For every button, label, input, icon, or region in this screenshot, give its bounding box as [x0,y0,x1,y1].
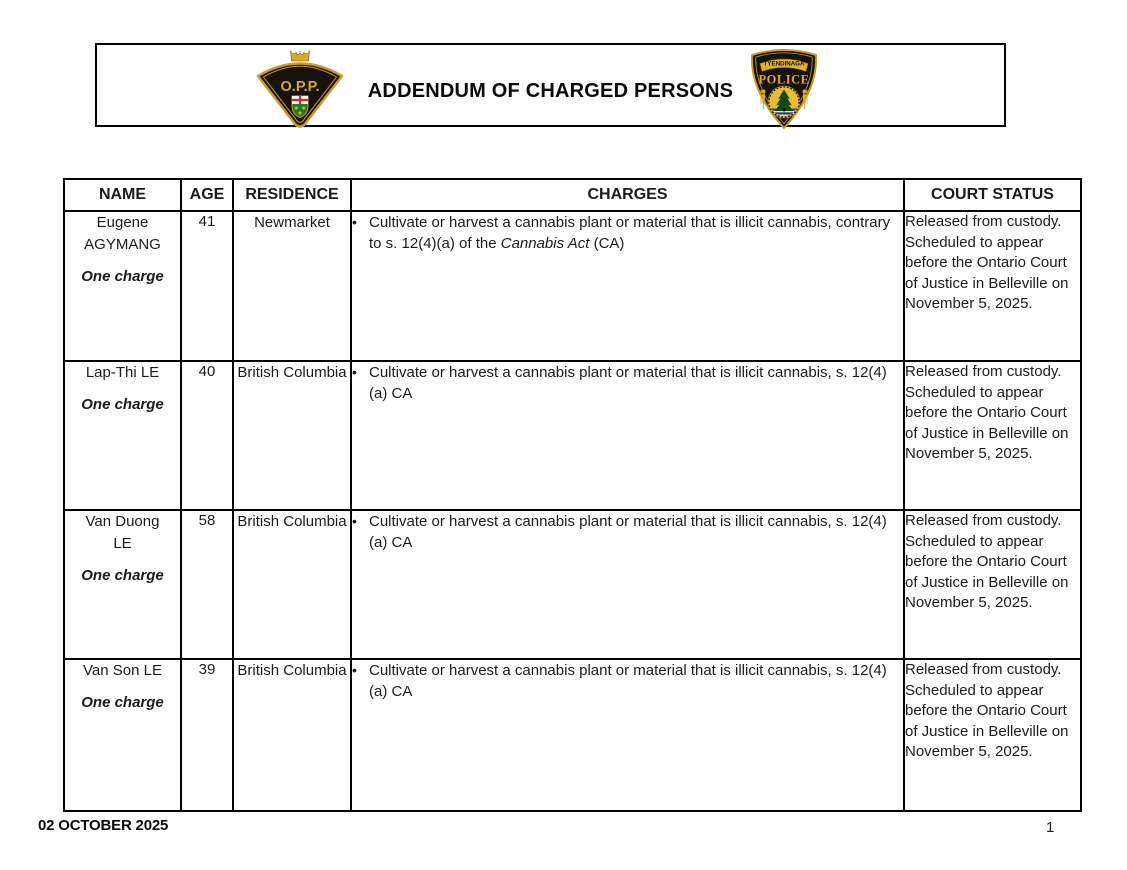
charge-text: Cultivate or harvest a cannabis plant or material that is illicit cannabis, s. 12(4)(a) CA [369,513,887,551]
person-age: 58 [181,510,233,659]
tyendinaga-police-badge-logo [747,46,821,130]
document-title: ADDENDUM OF CHARGED PERSONS [367,80,734,102]
court-status: Released from custody. Scheduled to appear before the Ontario Court of Justice in Belleville on November 5, 2025. [904,361,1081,510]
table-row [64,510,1081,659]
table-row [64,659,1081,811]
person-name: Eugene AGYMANG [84,214,161,253]
column-header-court-status: COURT STATUS [904,179,1081,211]
bullet-icon: • [352,513,357,529]
table-body [64,211,1081,811]
charges-list [352,212,903,254]
page-number: 1 [1046,819,1055,836]
charge-text: Cultivate or harvest a cannabis plant or material that is illicit cannabis, contrary to s. 12(4)(a) of the Cannabis Act (CA) [369,214,891,252]
charge-count-note: One charge [81,268,164,285]
column-header-age: AGE [181,179,233,211]
charge-item [352,212,903,254]
charge-count-note: One charge [81,567,164,584]
charge-item [352,660,903,702]
person-age: 41 [181,211,233,361]
document-header [95,43,1006,127]
charged-persons-table [63,178,1082,812]
bullet-icon: • [352,364,357,380]
person-residence: British Columbia [233,510,351,659]
person-residence: British Columbia [233,659,351,811]
charge-count-note: One charge [81,396,164,413]
charges-list [352,362,903,404]
person-age: 40 [181,361,233,510]
person-name: Lap-Thi LE [85,364,160,381]
charges-list [352,660,903,702]
column-header-residence: RESIDENCE [233,179,351,211]
person-name: Van Son LE [83,662,162,679]
person-age: 39 [181,659,233,811]
court-status: Released from custody. Scheduled to appear before the Ontario Court of Justice in Belleville on November 5, 2025. [904,510,1081,659]
column-header-name: NAME [64,179,181,211]
document-date: 02 OCTOBER 2025 [38,817,169,834]
bullet-icon: • [352,214,357,230]
tyendinaga-police-text: POLICE [758,72,810,87]
charge-text: Cultivate or harvest a cannabis plant or material that is illicit cannabis, s. 12(4)(a) CA [369,662,887,700]
court-status: Released from custody. Scheduled to appear before the Ontario Court of Justice in Belleville on November 5, 2025. [904,211,1081,361]
charge-count-note: One charge [81,694,164,711]
person-residence: Newmarket [233,211,351,361]
charges-list [352,511,903,553]
table-row [64,361,1081,510]
table-row [64,211,1081,361]
crown-icon [290,50,310,61]
bullet-icon: • [352,662,357,678]
charge-text: Cultivate or harvest a cannabis plant or material that is illicit cannabis, s. 12(4)(a) CA [369,364,887,402]
charge-item [352,362,903,404]
court-status: Released from custody. Scheduled to appear before the Ontario Court of Justice in Belleville on November 5, 2025. [904,659,1081,811]
person-residence: British Columbia [233,361,351,510]
charge-item [352,511,903,553]
opp-badge-text: O.P.P. [280,79,320,95]
tyendinaga-banner-text: TYENDINAGA [763,60,805,68]
person-name: Van Duong LE [85,513,160,552]
column-header-charges: CHARGES [351,179,904,211]
table-header-row [64,179,1081,211]
